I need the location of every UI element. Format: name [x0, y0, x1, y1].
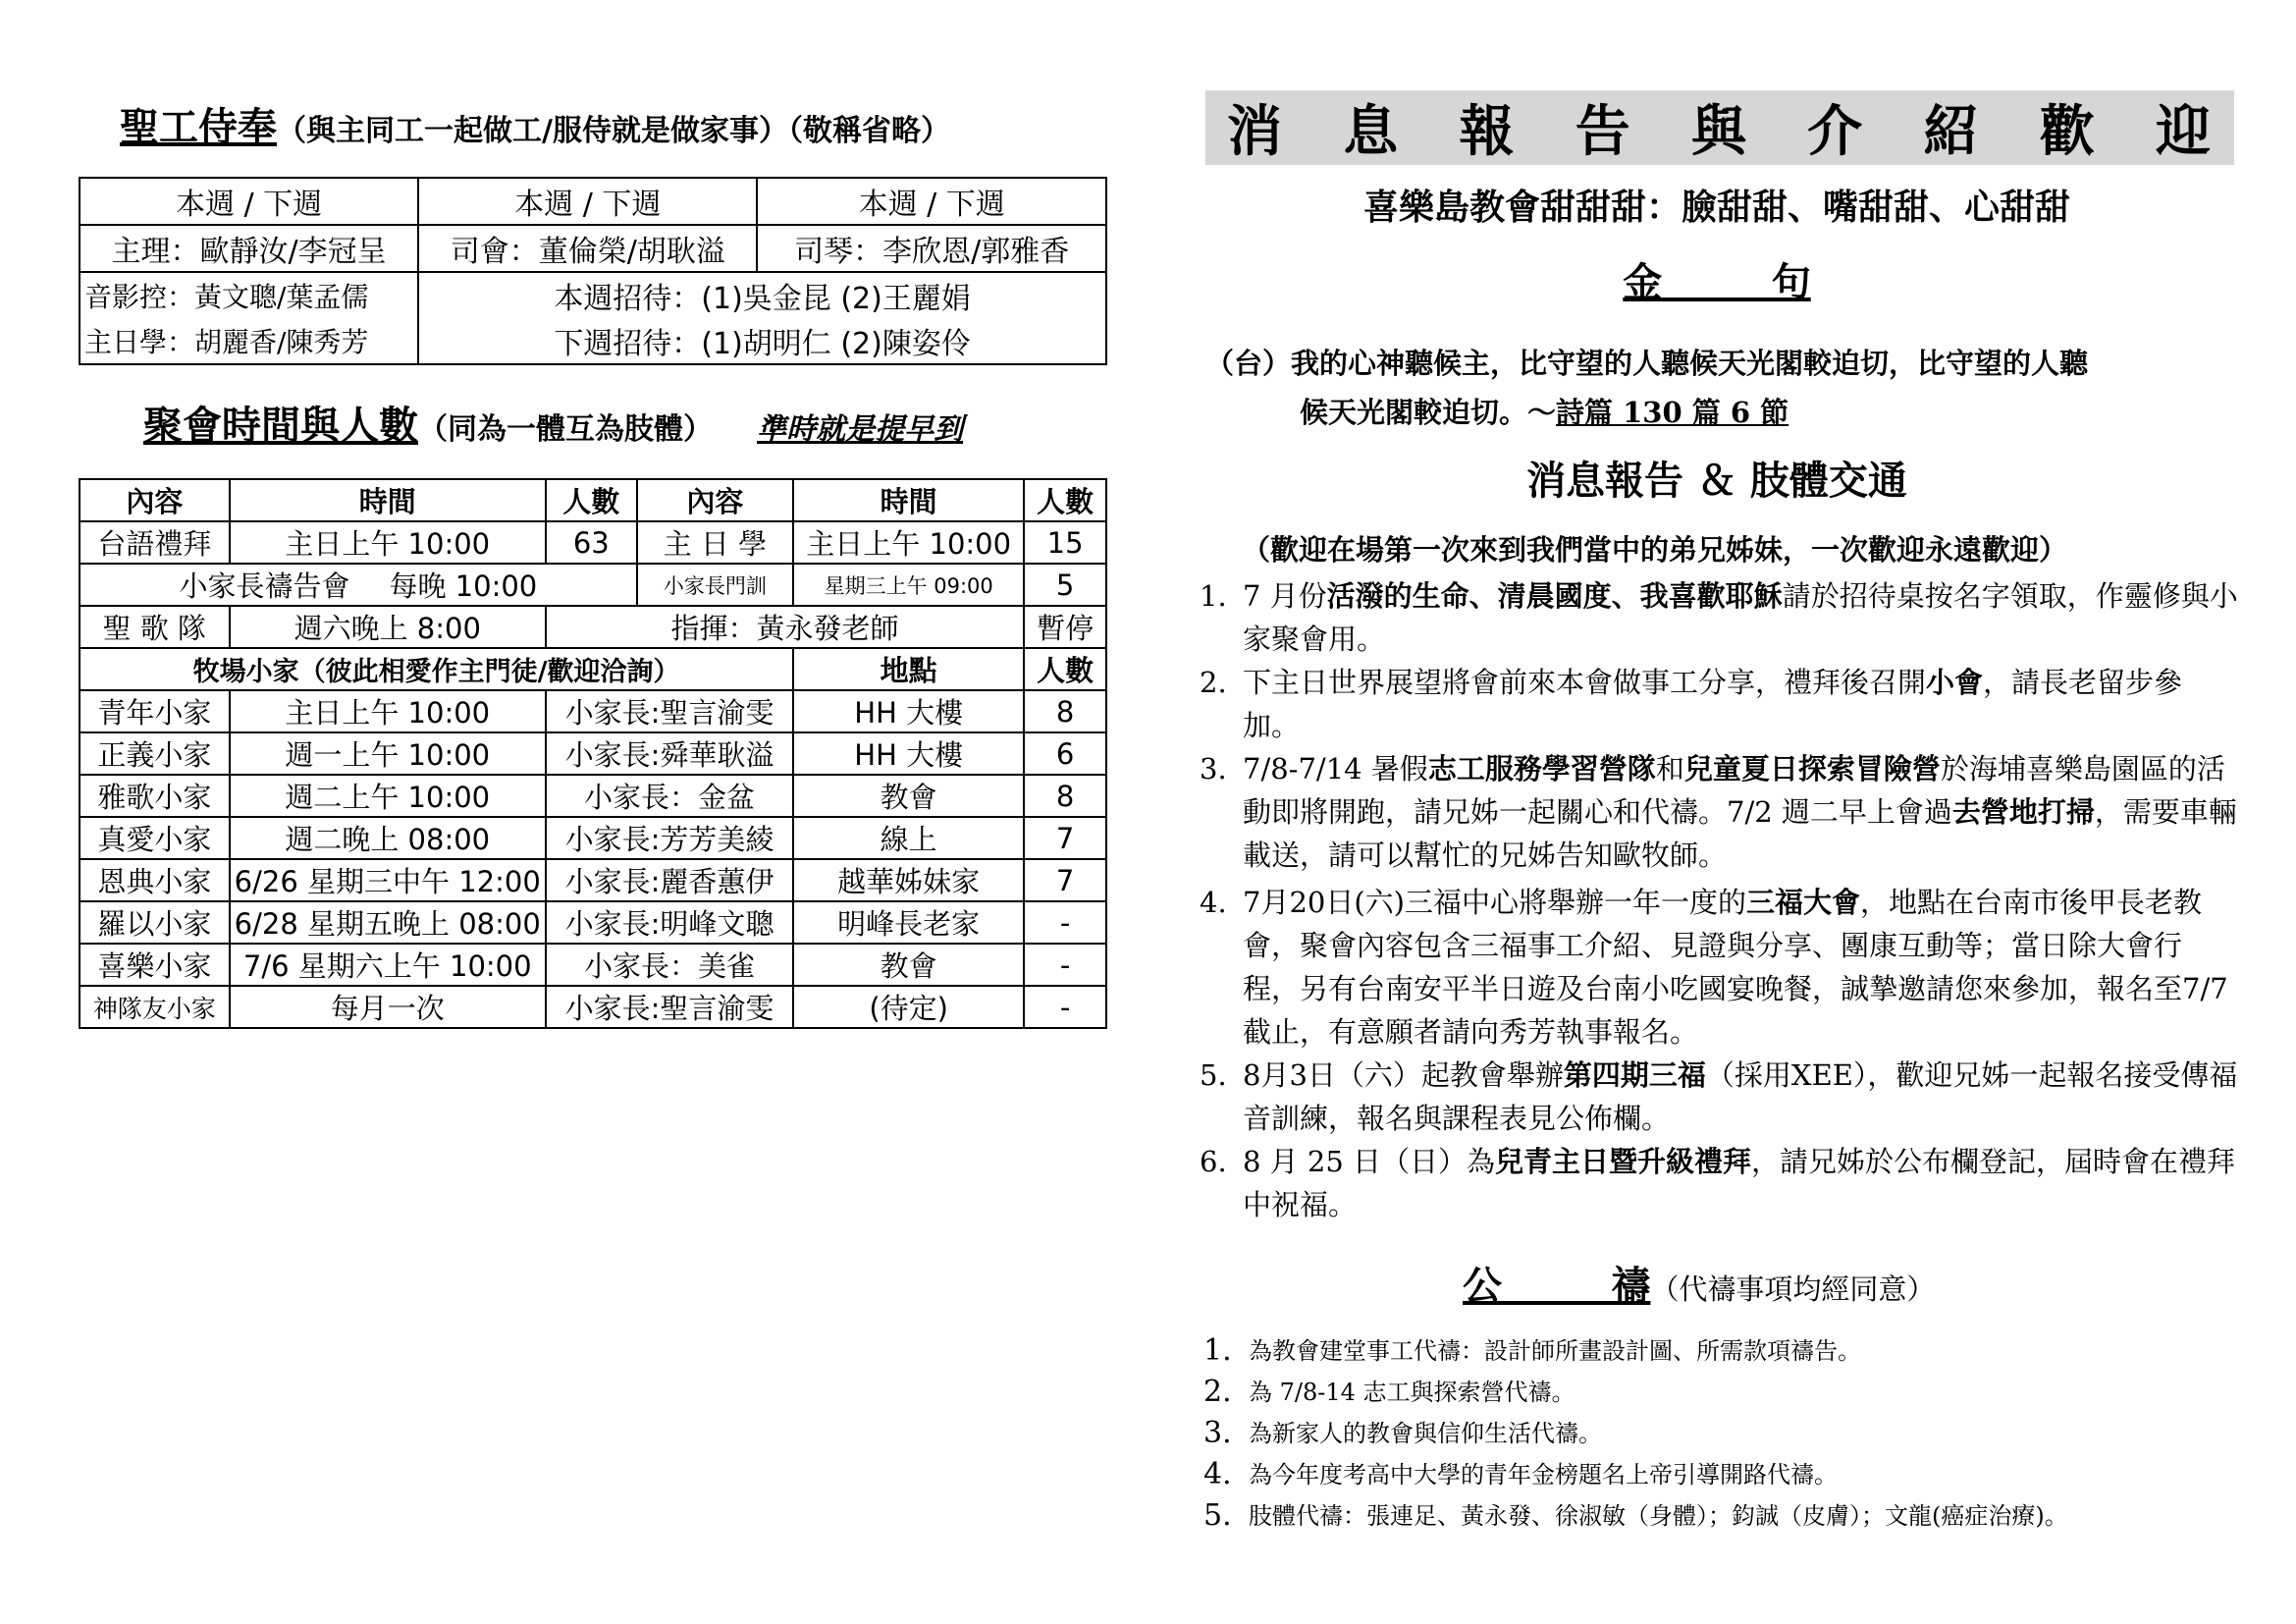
cell-place: 明峰長老家: [793, 901, 1024, 944]
av-control: 音影控：黃文聰/葉孟儒: [80, 272, 418, 318]
h-count-3: 人數: [1024, 648, 1106, 690]
banner-char: 息: [1343, 99, 1401, 164]
prayer-list: [1200, 1330, 2240, 1537]
cell-time: 6/26 星期三中午 12:00: [230, 859, 546, 901]
host-next-week: 下週招待：(1)胡明仁 (2)陳姿伶: [418, 318, 1106, 364]
table-row: [80, 732, 1106, 775]
service-header-2: 本週 / 下週: [418, 178, 757, 225]
banner-char: 紹: [1923, 99, 1981, 164]
table-row: [80, 690, 1106, 732]
table-row: [80, 817, 1106, 859]
presider: 主理：歐靜汝/李冠呈: [80, 225, 418, 272]
emcee: 司會：董倫榮/胡耿溢: [418, 225, 757, 272]
welcome-message: （歡迎在場第一次來到我們當中的弟兄姊妹，一次歡迎永遠歡迎）: [1242, 533, 2068, 567]
choir-time: 週六晚上 8:00: [230, 606, 546, 648]
worship-count: 63: [546, 521, 637, 564]
cell-time: 週二上午 10:00: [230, 775, 546, 817]
taiwanese-worship: 台語禮拜: [80, 521, 230, 564]
item-text: 下主日世界展望將會前來本會做事工分享，禮拜後召開: [1243, 666, 1927, 699]
item-text: 為今年度考高中大學的青年金榜題名上帝引導開路代禱。: [1249, 1461, 1838, 1489]
worship-time: 主日上午 10:00: [230, 521, 546, 564]
cell-name: 恩典小家: [80, 859, 230, 901]
banner-char: 報: [1459, 99, 1517, 164]
church-slogan: 喜樂島教會甜甜甜：臉甜甜、嘴甜甜、心甜甜: [1362, 187, 2070, 228]
leaders-prayer-name: 小家長禱告會: [179, 569, 350, 603]
item-number: 1.: [1203, 1333, 1232, 1368]
sunday-school-time: 主日上午 10:00: [793, 521, 1024, 564]
cell-place: 教會: [793, 944, 1024, 986]
banner-char: 消: [1227, 99, 1284, 164]
item-highlight: 去營地打掃: [1951, 795, 2095, 829]
pianist: 司琴：李欣恩/郭雅香: [757, 225, 1106, 272]
verse-text: 候天光閣較迫切。～: [1300, 396, 1557, 429]
news-title: 消息報告 ＆ 肢體交通: [1526, 458, 1907, 504]
item-number: 6.: [1200, 1145, 1227, 1178]
cell-time: 6/28 星期五晚上 08:00: [230, 901, 546, 944]
cell-time: 每月一次: [230, 986, 546, 1028]
list-item: [1196, 1140, 2238, 1226]
verse-line-1: （台）我的心神聽候主，比守望的人聽候天光閣較迫切，比守望的人聽: [1205, 347, 2089, 380]
golden-verse-title: 金 句: [1623, 259, 1811, 305]
item-number: 2.: [1200, 666, 1227, 699]
meetings-title: 聚會時間與人數: [143, 403, 418, 449]
h-time-1: 時間: [230, 479, 546, 521]
cell-place: 越華姊妹家: [793, 859, 1024, 901]
cell-leader: 小家長：金盆: [546, 775, 793, 817]
cell-leader: 小家長：美雀: [546, 944, 793, 986]
cell-count: -: [1024, 986, 1106, 1028]
cell-leader: 小家長:舜華耿溢: [546, 732, 793, 775]
item-text: 7月20日(六)三福中心將舉辦一年一度的: [1243, 886, 1746, 919]
h-content-2: 內容: [637, 479, 793, 521]
leaders-prayer-time: 每晚 10:00: [389, 569, 538, 603]
list-item: [1200, 1454, 2240, 1495]
h-place: 地點: [793, 648, 1024, 690]
item-text: 7/8-7/14 暑假: [1243, 752, 1428, 785]
table-row: [80, 901, 1106, 944]
table-row: [80, 944, 1106, 986]
sunday-school-count: 15: [1024, 521, 1106, 564]
item-text: 7 月份: [1243, 579, 1327, 613]
item-text: ，地點在台南市後甲長老教會，聚會內容包含三福事工介紹、見證與分享、團康互動等；當日除大會行程，另有台南安平半日遊及台南小吃國宴晚餐，誠摯邀請您來參加，報名至7/7截止，有意願者請向秀芳執事報名。: [1243, 886, 2228, 1049]
cell-place: (待定): [793, 986, 1024, 1028]
leaders-training-time: 星期三上午 09:00: [793, 564, 1024, 606]
item-highlight: 第四期三福: [1563, 1058, 1706, 1092]
item-number: 4.: [1203, 1457, 1232, 1491]
leaders-training: 小家長門訓: [637, 564, 793, 606]
meetings-motto: 準時就是提早到: [757, 412, 964, 447]
cell-count: 6: [1024, 732, 1106, 775]
cell-leader: 小家長:聖言渝雯: [546, 690, 793, 732]
cell-time: 主日上午 10:00: [230, 690, 546, 732]
cell-name: 神隊友小家: [80, 986, 230, 1028]
prayer-heading: [1463, 1255, 1935, 1311]
host-this-week: 本週招待：(1)吳金昆 (2)王麗娟: [418, 272, 1106, 318]
cell-groups-header: 牧場小家（彼此相愛作主門徒/歡迎洽詢）: [80, 648, 793, 690]
list-item: [1196, 574, 2238, 661]
item-text: ，請長老留步參加。: [1243, 666, 2183, 742]
choir-status: 暫停: [1024, 606, 1106, 648]
cell-name: 喜樂小家: [80, 944, 230, 986]
item-text: 和: [1655, 752, 1684, 785]
cell-count: 7: [1024, 859, 1106, 901]
cell-leader: 小家長:明峰文聰: [546, 901, 793, 944]
cell-name: 真愛小家: [80, 817, 230, 859]
cell-name: 雅歌小家: [80, 775, 230, 817]
banner-char: 告: [1575, 99, 1632, 164]
item-number: 3.: [1203, 1416, 1232, 1450]
list-item: [1196, 747, 2238, 877]
item-highlight: 兒青主日暨升級禮拜: [1495, 1145, 1752, 1178]
item-text: 為 7/8-14 志工與探索營代禱。: [1249, 1379, 1575, 1406]
prayer-subtitle: （代禱事項均經同意）: [1650, 1272, 1936, 1306]
item-highlight: 小會: [1926, 666, 1984, 699]
item-text: 為新家人的教會與信仰生活代禱。: [1249, 1420, 1602, 1447]
item-highlight: 三福大會: [1745, 886, 1860, 919]
table-row: [80, 986, 1106, 1028]
cell-time: 週二晚上 08:00: [230, 817, 546, 859]
item-number: 4.: [1200, 886, 1227, 919]
item-text: 請於招待桌按名字領取，作靈修與小家聚會用。: [1243, 579, 2238, 656]
cell-count: 7: [1024, 817, 1106, 859]
cell-count: -: [1024, 944, 1106, 986]
item-text: ，需要車輛載送，請可以幫忙的兄姊告知歐牧師。: [1243, 795, 2237, 872]
leaders-prayer: [80, 564, 637, 606]
golden-verse: [1205, 339, 2246, 437]
cell-name: 羅以小家: [80, 901, 230, 944]
item-text: 8 月 25 日（日）為: [1243, 1145, 1496, 1178]
list-item: [1200, 1495, 2240, 1537]
cell-time: 7/6 星期六上午 10:00: [230, 944, 546, 986]
meetings-subtitle: （同為一體互為肢體）: [418, 412, 713, 447]
verse-line-2: [1205, 388, 2246, 437]
news-list: [1196, 574, 2238, 1226]
verse-reference: 詩篇 130 篇 6 節: [1556, 396, 1789, 429]
cell-name: 正義小家: [80, 732, 230, 775]
list-item: [1200, 1330, 2240, 1372]
list-item: [1196, 661, 2238, 747]
service-heading: [120, 96, 950, 152]
banner-char: 迎: [2156, 99, 2213, 164]
meetings-heading: [143, 395, 963, 451]
banner-char: 與: [1691, 99, 1748, 164]
item-text: 於海埔喜樂島園區的活動即將開跑，請兄姊一起關心和代禱。7/2 週二早上會過: [1243, 752, 2225, 829]
cell-leader: 小家長:芳芳美綾: [546, 817, 793, 859]
banner-char: 歡: [2039, 99, 2097, 164]
h-count-1: 人數: [546, 479, 637, 521]
cell-leader: 小家長:聖言渝雯: [546, 986, 793, 1028]
service-subtitle: （與主同工一起做工/服侍就是做家事）（敬稱省略）: [277, 114, 950, 148]
cell-place: 教會: [793, 775, 1024, 817]
service-title: 聖工侍奉: [120, 104, 277, 150]
meetings-table: [79, 478, 1107, 1029]
cell-place: HH 大樓: [793, 732, 1024, 775]
item-number: 1.: [1200, 579, 1227, 613]
item-number: 3.: [1200, 752, 1227, 785]
choir: 聖 歌 隊: [80, 606, 230, 648]
service-header-1: 本週 / 下週: [80, 178, 418, 225]
cell-count: -: [1024, 901, 1106, 944]
cell-leader: 小家長:麗香蕙伊: [546, 859, 793, 901]
prayer-title: 公 禱: [1463, 1263, 1651, 1309]
table-row: [80, 775, 1106, 817]
service-header-3: 本週 / 下週: [757, 178, 1106, 225]
item-text: 肢體代禱：張連足、黃永發、徐淑敏（身體）；鈞誠（皮膚）；文龍(癌症治療)。: [1249, 1502, 2068, 1530]
list-item: [1196, 881, 2238, 1054]
cell-place: HH 大樓: [793, 690, 1024, 732]
cell-time: 週一上午 10:00: [230, 732, 546, 775]
item-text: ，請兄姊於公布欄登記，屆時會在禮拜中祝福。: [1243, 1145, 2236, 1221]
item-number: 2.: [1203, 1375, 1232, 1409]
list-item: [1200, 1372, 2240, 1413]
item-highlight: 兒童夏日探索冒險營: [1683, 752, 1941, 785]
item-text: （採用XEE），歡迎兄姊一起報名接受傳福音訓練，報名與課程表見公佈欄。: [1243, 1058, 2238, 1135]
sunday-school: 主 日 學: [637, 521, 793, 564]
service-table: [79, 177, 1107, 365]
item-number: 5.: [1200, 1058, 1227, 1092]
cell-place: 線上: [793, 817, 1024, 859]
item-text: 為教會建堂事工代禱：設計師所畫設計圖、所需款項禱告。: [1249, 1337, 1861, 1365]
banner-char: 介: [1807, 99, 1865, 164]
h-count-2: 人數: [1024, 479, 1106, 521]
cell-name: 青年小家: [80, 690, 230, 732]
sunday-school-staff: 主日學：胡麗香/陳秀芳: [80, 318, 418, 364]
item-highlight: 志工服務學習營隊: [1427, 752, 1656, 785]
list-item: [1200, 1413, 2240, 1454]
cell-count: 8: [1024, 775, 1106, 817]
table-row: [80, 859, 1106, 901]
cell-count: 8: [1024, 690, 1106, 732]
list-item: [1196, 1054, 2238, 1140]
leaders-training-count: 5: [1024, 564, 1106, 606]
item-number: 5.: [1203, 1498, 1232, 1533]
choir-conductor: 指揮：黃永發老師: [546, 606, 1024, 648]
item-highlight: 活潑的生命、清晨國度、我喜歡耶穌: [1326, 579, 1783, 613]
item-text: 8月3日（六）起教會舉辦: [1243, 1058, 1564, 1092]
h-content-1: 內容: [80, 479, 230, 521]
announcement-banner: [1205, 90, 2234, 165]
h-time-2: 時間: [793, 479, 1024, 521]
